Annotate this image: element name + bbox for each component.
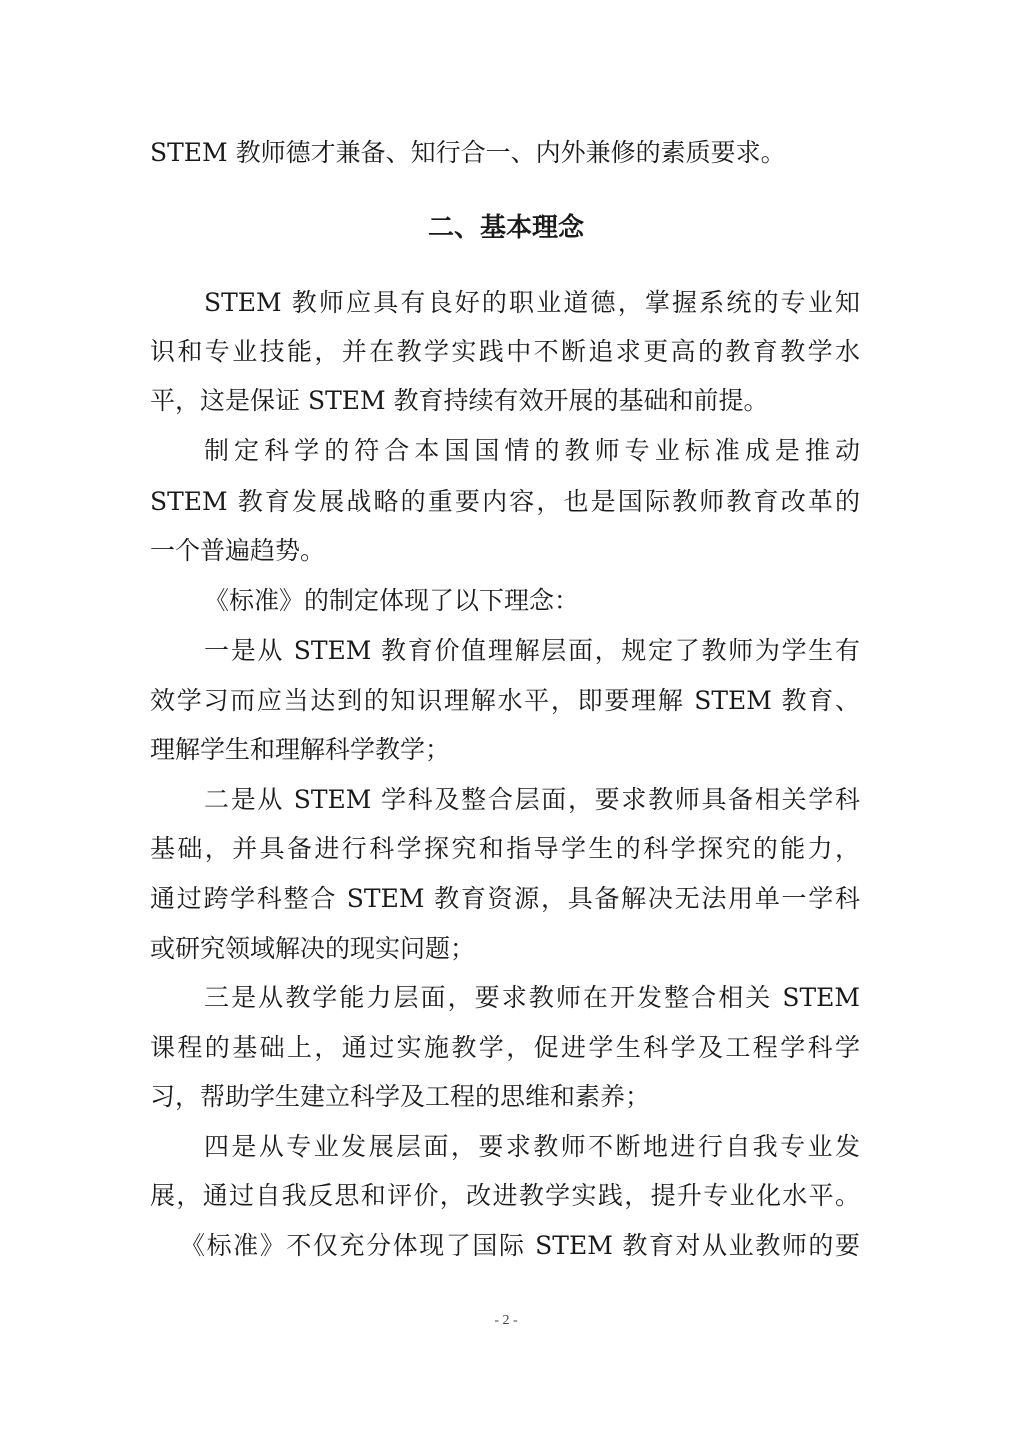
text-line: 识和专业技能，并在教学实践中不断追求更高的教育教学水 <box>150 337 860 366</box>
text-line: 理解学生和理解科学教学； <box>150 735 451 764</box>
text-line: 习，帮助学生建立科学及工程的思维和素养； <box>150 1082 651 1111</box>
page-number: - 2 - <box>494 1313 518 1328</box>
text-line: 《标准》不仅充分体现了国际 STEM 教育对从业教师的要 <box>180 1231 860 1260</box>
text-line: 四是从专业发展层面，要求教师不断地进行自我专业发 <box>204 1132 860 1161</box>
text-line: 三是从教学能力层面，要求教师在开发整合相关 STEM <box>204 983 860 1012</box>
text-line: 《标准》的制定体现了以下理念： <box>204 586 580 615</box>
text-line: 展，通过自我反思和评价，改进教学实践，提升专业化水平。 <box>150 1181 860 1210</box>
text-line: 制定科学的符合本国国情的教师专业标准成是推动 <box>204 436 860 465</box>
text-line: 或研究领域解决的现实问题； <box>150 934 476 963</box>
text-line: STEM 教育发展战略的重要内容，也是国际教师教育改革的 <box>150 487 860 516</box>
text-line: 课程的基础上，通过实施教学，促进学生科学及工程学科学 <box>150 1033 860 1062</box>
text-line: 效学习而应当达到的知识理解水平，即要理解 STEM 教育、 <box>150 686 860 715</box>
text-line: 基础，并具备进行科学探究和指导学生的科学探究的能力， <box>150 834 860 863</box>
text-line: STEM 教师德才兼备、知行合一、内外兼修的素质要求。 <box>150 138 786 167</box>
text-line: 二是从 STEM 学科及整合层面，要求教师具备相关学科 <box>204 785 860 814</box>
text-line: 一个普遍趋势。 <box>150 536 326 565</box>
text-line: 平，这是保证 STEM 教育持续有效开展的基础和前提。 <box>150 386 769 415</box>
section-title: 二、基本理念 <box>427 213 584 243</box>
text-line: 一是从 STEM 教育价值理解层面，规定了教师为学生有 <box>204 636 860 665</box>
text-line: STEM 教师应具有良好的职业道德，掌握系统的专业知 <box>204 288 860 317</box>
text-line: 通过跨学科整合 STEM 教育资源，具备解决无法用单一学科 <box>150 884 860 913</box>
